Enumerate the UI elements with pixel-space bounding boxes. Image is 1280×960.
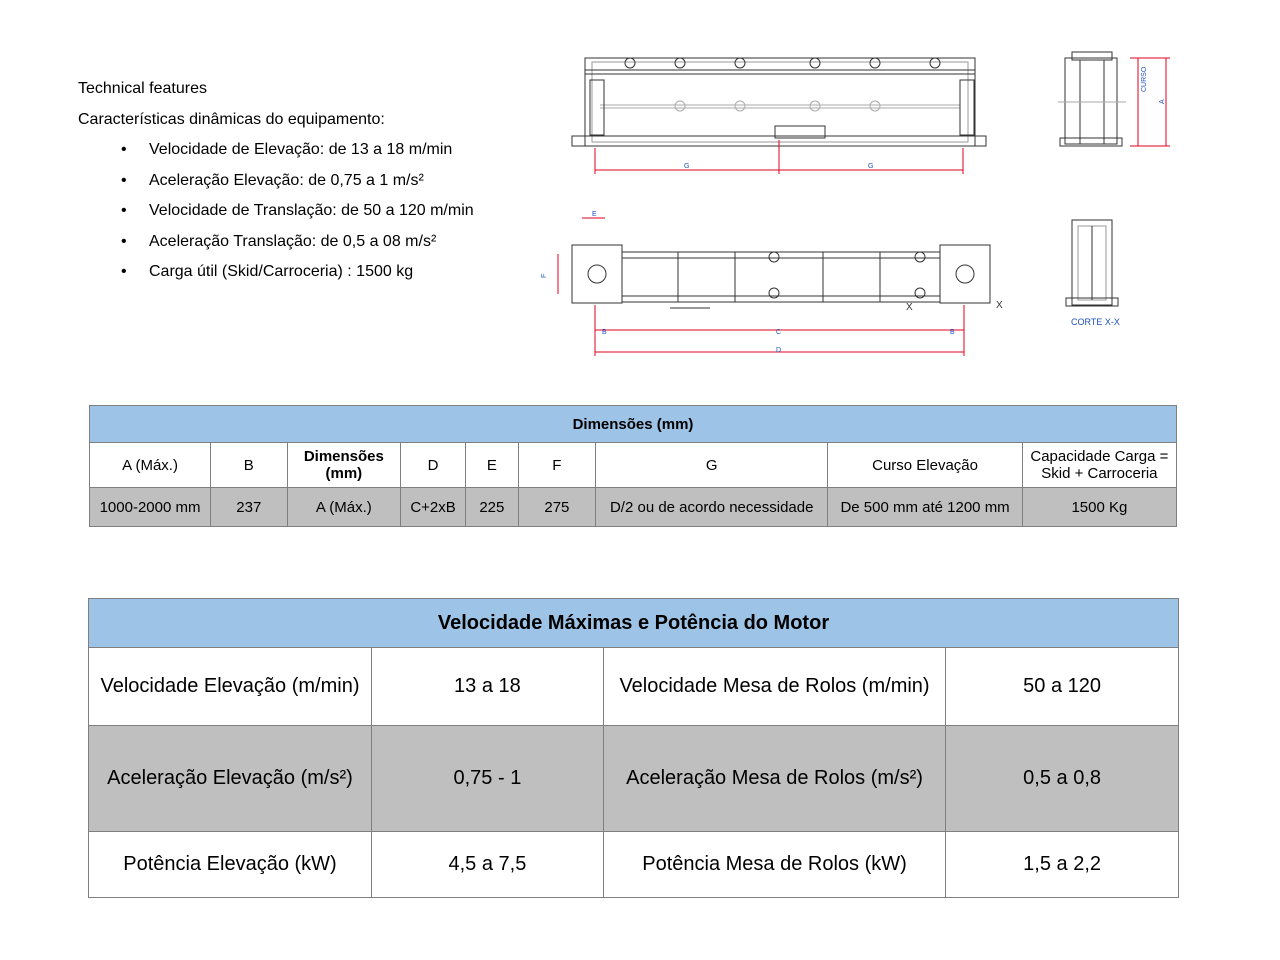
technical-features [78,78,538,292]
label-f: F [541,273,548,278]
table-row [90,443,1177,488]
table-cell: 1000-2000 mm [90,488,211,527]
speed-power-table [88,598,1179,898]
section-view [1066,220,1118,306]
list-item: • Aceleração Elevação: de 0,75 a 1 m/s² [78,170,538,192]
table-cell: C+2xB [401,488,466,527]
label-e: E [592,211,597,218]
table-cell: 1,5 a 2,2 [946,832,1179,898]
label-g-right: G [868,163,874,170]
table-header-cell: A (Máx.) [90,443,211,488]
table-header-cell: E [465,443,518,488]
table-header-cell: B [211,443,287,488]
table-header-cell: D [401,443,466,488]
table-cell: 13 a 18 [371,648,603,726]
plan-view [572,245,990,308]
table-cell: 237 [211,488,287,527]
table-header-cell: F [518,443,595,488]
dimensions-table-title: Dimensões (mm) [90,406,1177,443]
bullet-icon: • [121,141,127,158]
bullet-icon: • [121,171,127,189]
label-b-right: B [950,329,955,336]
label-a: A [1159,99,1166,104]
table-header-cell: G [596,443,828,488]
label-d: D [776,347,782,354]
label-b-left: B [602,329,607,336]
table-cell: A (Máx.) [287,488,401,527]
list-item: • Velocidade de Translação: de 50 a 120 m/min [78,200,538,222]
table-cell: Velocidade Elevação (m/min) [89,648,372,726]
bullet-icon: • [121,232,127,250]
speed-table-title: Velocidade Máximas e Potência do Motor [89,599,1179,648]
table-cell: Velocidade Mesa de Rolos (m/min) [603,648,945,726]
table-cell: 50 a 120 [946,648,1179,726]
label-x-left: X [906,302,913,313]
table-cell: 275 [518,488,595,527]
label-curso: CURSO [1141,66,1148,92]
features-title: Technical features [78,80,207,97]
list-item: • Aceleração Translação: de 0,5 a 08 m/s² [78,231,538,253]
table-cell: Aceleração Elevação (m/s²) [89,726,372,832]
features-subtitle: Características dinâmicas do equipamento: [78,111,385,128]
end-view [1058,52,1126,146]
table-cell: 0,75 - 1 [371,726,603,832]
list-item: • Carga útil (Skid/Carroceria) : 1500 kg [78,261,538,283]
table-cell: 4,5 a 7,5 [371,832,603,898]
bullet-icon: • [121,263,127,281]
table-header-cell: Curso Elevação [828,443,1022,488]
label-c: C [776,329,782,336]
table-cell: Aceleração Mesa de Rolos (m/s²) [603,726,945,832]
features-list [78,139,538,283]
table-cell: D/2 ou de acordo necessidade [596,488,828,527]
table-cell: Potência Elevação (kW) [89,832,372,898]
table-cell: Potência Mesa de Rolos (kW) [603,832,945,898]
table-row [89,726,1179,832]
table-cell: 1500 Kg [1022,488,1176,527]
list-item: • Velocidade de Elevação: de 13 a 18 m/min [78,139,538,161]
table-cell: De 500 mm até 1200 mm [828,488,1022,527]
table-cell: 225 [465,488,518,527]
side-view [572,58,986,146]
equipment-drawing [541,40,1200,370]
dimensions-table [89,405,1177,527]
table-cell: 0,5 a 0,8 [946,726,1179,832]
table-row [89,648,1179,726]
table-row [90,488,1177,527]
label-corte: CORTE X-X [1071,317,1120,327]
label-x-right: X [996,300,1003,311]
drawing-labels [541,66,1166,354]
technical-drawings [541,40,1200,370]
label-g-left: G [684,163,690,170]
dimension-lines [558,58,1170,356]
bullet-icon: • [121,202,127,220]
table-header-cell: Capacidade Carga = Skid + Carroceria [1022,443,1176,488]
table-header-cell: Dimensões (mm) [287,443,401,488]
table-row [89,832,1179,898]
